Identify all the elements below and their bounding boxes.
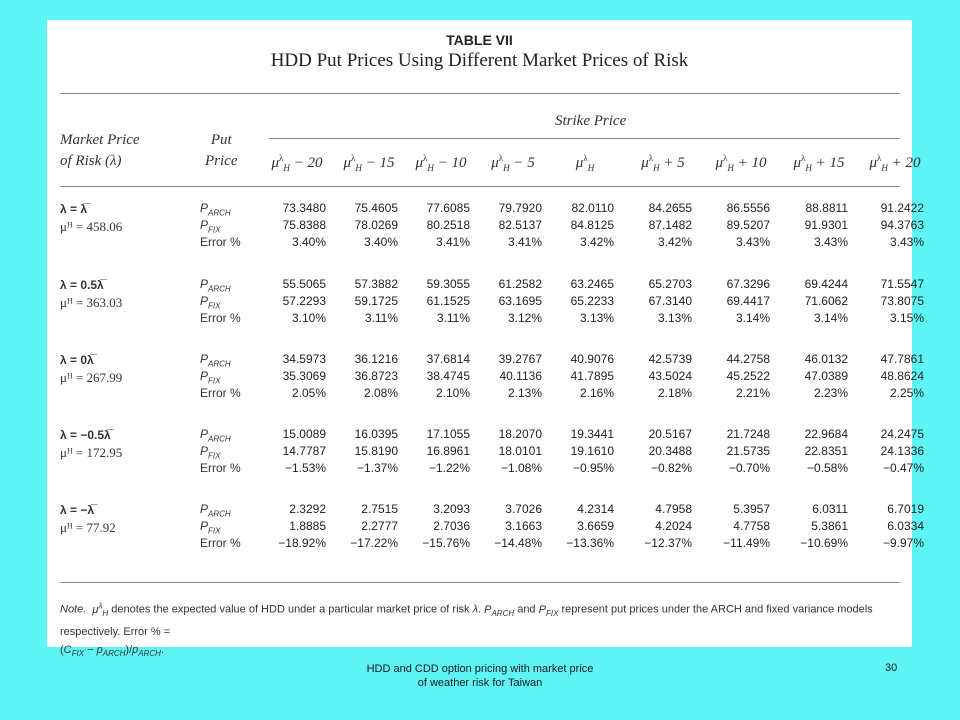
row-label-text: P bbox=[200, 427, 209, 441]
strike-offset: + 5 bbox=[659, 155, 685, 171]
table-cell: 6.0334 bbox=[887, 519, 924, 533]
market-price-header bbox=[60, 130, 140, 172]
table-cell: 2.08% bbox=[363, 386, 398, 400]
table-cell: 44.2758 bbox=[726, 352, 770, 366]
table-cell: 24.1336 bbox=[880, 444, 924, 458]
row-label-text: P bbox=[200, 352, 209, 366]
table-cell: 3.11% bbox=[364, 311, 398, 325]
row-label-sub: ARCH bbox=[208, 434, 231, 444]
table-cell: 3.40% bbox=[363, 235, 398, 249]
table-cell: 78.0269 bbox=[354, 218, 398, 232]
table-cell: 73.3480 bbox=[282, 201, 326, 215]
table-cell: 19.1610 bbox=[570, 444, 614, 458]
table-cell: 82.0110 bbox=[571, 201, 614, 215]
strike-offset: − 10 bbox=[433, 155, 467, 171]
table-cell: 3.13% bbox=[579, 311, 614, 325]
table-cell: 79.7920 bbox=[498, 201, 542, 215]
table-cell: 21.5735 bbox=[726, 444, 770, 458]
table-cell: 55.5065 bbox=[282, 277, 326, 291]
table-cell: 5.3861 bbox=[811, 519, 848, 533]
table-cell: −18.92% bbox=[278, 536, 326, 550]
table-cell: 2.05% bbox=[291, 386, 326, 400]
strike-column-header: $\mu^\lambda_H$ bbox=[575, 153, 595, 173]
table-cell: 40.1136 bbox=[499, 369, 542, 383]
strike-offset: − 20 bbox=[289, 155, 323, 171]
table-cell: 24.2475 bbox=[880, 427, 924, 441]
risk-block-label bbox=[60, 200, 190, 236]
table-cell: 88.8811 bbox=[805, 201, 848, 215]
strike-offset: + 10 bbox=[733, 155, 767, 171]
table-cell: 22.9684 bbox=[804, 427, 848, 441]
table-cell: 3.14% bbox=[735, 311, 770, 325]
table-cell: 3.1663 bbox=[505, 519, 542, 533]
row-label-sub: ARCH bbox=[208, 208, 231, 218]
table-cell: 3.42% bbox=[657, 235, 692, 249]
row-label-text: P bbox=[200, 294, 209, 308]
strike-column-header: $\mu^\lambda_H + 5$ bbox=[641, 153, 685, 173]
table-cell: 2.25% bbox=[889, 386, 924, 400]
table-cell: 2.3292 bbox=[289, 502, 326, 516]
table-cell: −11.49% bbox=[723, 536, 770, 550]
table-cell: 94.3763 bbox=[880, 218, 924, 232]
row-label-text: P bbox=[200, 502, 209, 516]
table-cell: 3.6659 bbox=[577, 519, 614, 533]
table-cell: 69.4417 bbox=[726, 294, 770, 308]
table-number: TABLE VII bbox=[446, 32, 513, 48]
table-cell: 57.2293 bbox=[282, 294, 326, 308]
table-cell: −15.76% bbox=[422, 536, 470, 550]
bottom-rule bbox=[60, 582, 900, 583]
table-cell: 2.23% bbox=[813, 386, 848, 400]
table-cell: 61.1525 bbox=[426, 294, 470, 308]
table-cell: −1.22% bbox=[428, 461, 470, 475]
strike-price-header: Strike Price bbox=[555, 113, 627, 129]
lambda-label: λ = −λ̅ bbox=[60, 503, 95, 517]
table-cell: 3.42% bbox=[579, 235, 614, 249]
table-cell: 73.8075 bbox=[880, 294, 924, 308]
row-label-text: P bbox=[200, 519, 209, 533]
table-cell: 65.2233 bbox=[570, 294, 614, 308]
risk-block-label bbox=[60, 276, 190, 312]
risk-block-label bbox=[60, 351, 190, 387]
row-label-text: Error % bbox=[200, 461, 241, 475]
table-cell: 46.0132 bbox=[804, 352, 848, 366]
table-cell: 42.5739 bbox=[648, 352, 692, 366]
table-cell: 59.1725 bbox=[354, 294, 398, 308]
header-rule bbox=[60, 186, 900, 187]
table-cell: −1.53% bbox=[284, 461, 326, 475]
row-label-sub: ARCH bbox=[208, 509, 231, 519]
table-cell: 37.6814 bbox=[426, 352, 470, 366]
table-cell: 67.3140 bbox=[648, 294, 692, 308]
table-cell: 16.0395 bbox=[354, 427, 398, 441]
table-cell: 4.2314 bbox=[577, 502, 614, 516]
table-cell: 48.8624 bbox=[880, 369, 924, 383]
table-cell: 5.3957 bbox=[733, 502, 770, 516]
table-cell: 3.15% bbox=[889, 311, 924, 325]
table-cell: 2.18% bbox=[657, 386, 692, 400]
table-cell: 63.2465 bbox=[570, 277, 614, 291]
table-cell: 3.41% bbox=[507, 235, 542, 249]
table-cell: 19.3441 bbox=[570, 427, 614, 441]
mu-label: μᴴ = 267.99 bbox=[60, 370, 123, 385]
footer-line2: of weather risk for Taiwan bbox=[417, 677, 543, 689]
footer-line1: HDD and CDD option pricing with market price bbox=[366, 663, 594, 675]
table-cell: 75.4605 bbox=[354, 201, 398, 215]
market-price-line1: Market Price bbox=[60, 132, 140, 148]
table-cell: 15.0089 bbox=[282, 427, 326, 441]
table-cell: 63.1695 bbox=[498, 294, 542, 308]
table-cell: 3.10% bbox=[291, 311, 326, 325]
row-label-text: Error % bbox=[200, 386, 241, 400]
table-cell: 34.5973 bbox=[282, 352, 326, 366]
strike-column-header: $\mu^\lambda_H - 5$ bbox=[491, 153, 535, 173]
table-cell: −13.36% bbox=[566, 536, 614, 550]
table-cell: −1.37% bbox=[356, 461, 398, 475]
table-title: HDD Put Prices Using Different Market Prices of Risk bbox=[270, 50, 689, 71]
table-cell: 47.7861 bbox=[880, 352, 924, 366]
risk-block-label bbox=[60, 426, 190, 462]
table-cell: 2.2777 bbox=[361, 519, 398, 533]
table-cell: 80.2518 bbox=[426, 218, 470, 232]
table-cell: −12.37% bbox=[644, 536, 692, 550]
row-label-text: Error % bbox=[200, 235, 241, 249]
row-label-text: P bbox=[200, 218, 209, 232]
strike-column-header: $\mu^\lambda_H - 10$ bbox=[415, 153, 467, 173]
table-cell: 61.2582 bbox=[498, 277, 542, 291]
put-price-line1: Put bbox=[210, 132, 232, 148]
table-note: Note. $\mu^\lambda_H$ denotes the expected value of HDD under a particular market price of risk λ. $P_{ARCH}$ and $P_{FIX}$ represent put prices under the ARCH and fixed variance models respectively. Error % = $(C_{FIX} - p_{ARCH})/p_{ARCH}$. bbox=[60, 601, 873, 659]
table-cell: 82.5137 bbox=[498, 218, 542, 232]
strike-column-header: $\mu^\lambda_H - 15$ bbox=[343, 153, 395, 173]
table-cell: 1.8885 bbox=[289, 519, 326, 533]
table-cell: 65.2703 bbox=[648, 277, 692, 291]
table-cell: −17.22% bbox=[350, 536, 398, 550]
table-cell: 3.14% bbox=[813, 311, 848, 325]
table-cell: −0.82% bbox=[650, 461, 692, 475]
strike-offset: − 5 bbox=[509, 155, 535, 171]
table-cell: 18.2070 bbox=[498, 427, 542, 441]
row-label-sub: ARCH bbox=[208, 284, 231, 294]
table-cell: −0.70% bbox=[728, 461, 770, 475]
table-cell: −0.47% bbox=[882, 461, 924, 475]
table-cell: 45.2522 bbox=[726, 369, 770, 383]
table-cell: 89.5207 bbox=[726, 218, 770, 232]
table-cell: 4.7758 bbox=[733, 519, 770, 533]
table-cell: 36.1216 bbox=[354, 352, 398, 366]
table-cell: 3.2093 bbox=[433, 502, 470, 516]
table-cell: 71.5547 bbox=[880, 277, 924, 291]
table-cell: 2.13% bbox=[507, 386, 542, 400]
row-label-text: P bbox=[200, 444, 209, 458]
table-cell: 75.8388 bbox=[282, 218, 326, 232]
mu-label: μᴴ = 77.92 bbox=[60, 520, 116, 535]
table-cell: 20.3488 bbox=[648, 444, 692, 458]
strike-offset: − 15 bbox=[361, 155, 395, 171]
row-label-sub: FIX bbox=[208, 526, 221, 536]
lambda-label: λ = 0.5λ̅ bbox=[60, 278, 104, 292]
mu-label: μᴴ = 458.06 bbox=[60, 219, 123, 234]
table-cell: 3.13% bbox=[657, 311, 692, 325]
table-cell: −0.95% bbox=[572, 461, 614, 475]
table-cell: 84.2655 bbox=[648, 201, 692, 215]
table-cell: 3.43% bbox=[813, 235, 848, 249]
table-cell: 41.7895 bbox=[570, 369, 614, 383]
row-label-sub: FIX bbox=[208, 225, 221, 235]
table-cell: 59.3055 bbox=[426, 277, 470, 291]
table-cell: −1.08% bbox=[500, 461, 542, 475]
table-cell: 3.41% bbox=[435, 235, 470, 249]
table-cell: 3.43% bbox=[889, 235, 924, 249]
market-price-line2: of Risk (λ) bbox=[60, 153, 122, 169]
table-cell: 2.16% bbox=[579, 386, 614, 400]
row-label-sub: FIX bbox=[208, 451, 221, 461]
strike-column-header: $\mu^\lambda_H + 20$ bbox=[869, 153, 921, 173]
table-cell: 43.5024 bbox=[648, 369, 692, 383]
strike-column-header: $\mu^\lambda_H - 20$ bbox=[271, 153, 323, 173]
table-cell: 47.0389 bbox=[804, 369, 848, 383]
table-cell: 84.8125 bbox=[570, 218, 614, 232]
table-cell: 4.7958 bbox=[655, 502, 692, 516]
row-label-sub: ARCH bbox=[208, 359, 231, 369]
table-cell: 17.1055 bbox=[426, 427, 470, 441]
table-cell: 6.0311 bbox=[812, 502, 848, 516]
lambda-label: λ = 0λ̅ bbox=[60, 353, 94, 367]
lambda-label: λ = λ̅ bbox=[60, 202, 88, 216]
table-cell: 16.8961 bbox=[426, 444, 470, 458]
page-number: 30 bbox=[885, 662, 898, 674]
table-cell: 36.8723 bbox=[354, 369, 398, 383]
table-cell: 15.8190 bbox=[354, 444, 398, 458]
risk-block-label bbox=[60, 501, 190, 537]
strike-column-header: $\mu^\lambda_H + 10$ bbox=[715, 153, 767, 173]
row-label-sub: FIX bbox=[208, 376, 221, 386]
table-cell: 35.3069 bbox=[282, 369, 326, 383]
table-cell: 6.7019 bbox=[887, 502, 924, 516]
row-label-sub: FIX bbox=[208, 301, 221, 311]
table-cell: 3.11% bbox=[436, 311, 470, 325]
mu-label: μᴴ = 172.95 bbox=[60, 445, 123, 460]
table-cell: −0.58% bbox=[806, 461, 848, 475]
row-label-text: Error % bbox=[200, 536, 241, 550]
table-cell: 38.4745 bbox=[426, 369, 470, 383]
lambda-label: λ = −0.5λ̅ bbox=[60, 428, 111, 442]
row-label-text: Error % bbox=[200, 311, 241, 325]
table-cell: 91.9301 bbox=[804, 218, 848, 232]
table-cell: 40.9076 bbox=[570, 352, 614, 366]
table-panel bbox=[47, 20, 924, 659]
table-cell: 18.0101 bbox=[498, 444, 542, 458]
table-cell: 3.40% bbox=[291, 235, 326, 249]
table-cell: 86.5556 bbox=[726, 201, 770, 215]
strike-offset: + 15 bbox=[811, 155, 845, 171]
table-cell: 57.3882 bbox=[354, 277, 398, 291]
mu-label: μᴴ = 363.03 bbox=[60, 295, 123, 310]
table-cell: −10.69% bbox=[800, 536, 848, 550]
strike-rule bbox=[269, 138, 900, 139]
table-cell: 87.1482 bbox=[648, 218, 692, 232]
row-label-text: P bbox=[200, 201, 209, 215]
table-cell: 3.43% bbox=[735, 235, 770, 249]
table-cell: 2.7036 bbox=[433, 519, 470, 533]
table-cell: 3.12% bbox=[507, 311, 542, 325]
table-cell: 3.7026 bbox=[505, 502, 542, 516]
table-cell: −9.97% bbox=[882, 536, 924, 550]
row-label-text: P bbox=[200, 277, 209, 291]
row-label-text: P bbox=[200, 369, 209, 383]
table-cell: 2.10% bbox=[435, 386, 470, 400]
table-cell: 91.2422 bbox=[880, 201, 924, 215]
table-cell: −14.48% bbox=[494, 536, 542, 550]
table-cell: 2.7515 bbox=[361, 502, 398, 516]
table-cell: 2.21% bbox=[735, 386, 770, 400]
table-cell: 20.5167 bbox=[648, 427, 692, 441]
table-cell: 21.7248 bbox=[726, 427, 770, 441]
strike-offset: + 20 bbox=[887, 155, 921, 171]
table-cell: 77.6085 bbox=[426, 201, 470, 215]
table-cell: 67.3296 bbox=[726, 277, 770, 291]
table-cell: 39.2767 bbox=[498, 352, 542, 366]
table-cell: 22.8351 bbox=[804, 444, 848, 458]
strike-column-header: $\mu^\lambda_H + 15$ bbox=[793, 153, 845, 173]
table-cell: 4.2024 bbox=[655, 519, 692, 533]
slide-footer bbox=[310, 662, 650, 690]
top-rule bbox=[60, 93, 900, 94]
table-cell: 14.7787 bbox=[282, 444, 326, 458]
put-price-header bbox=[205, 130, 237, 172]
table-cell: 71.6062 bbox=[804, 294, 848, 308]
table-cell: 69.4244 bbox=[804, 277, 848, 291]
put-price-line2: Price bbox=[205, 153, 238, 169]
